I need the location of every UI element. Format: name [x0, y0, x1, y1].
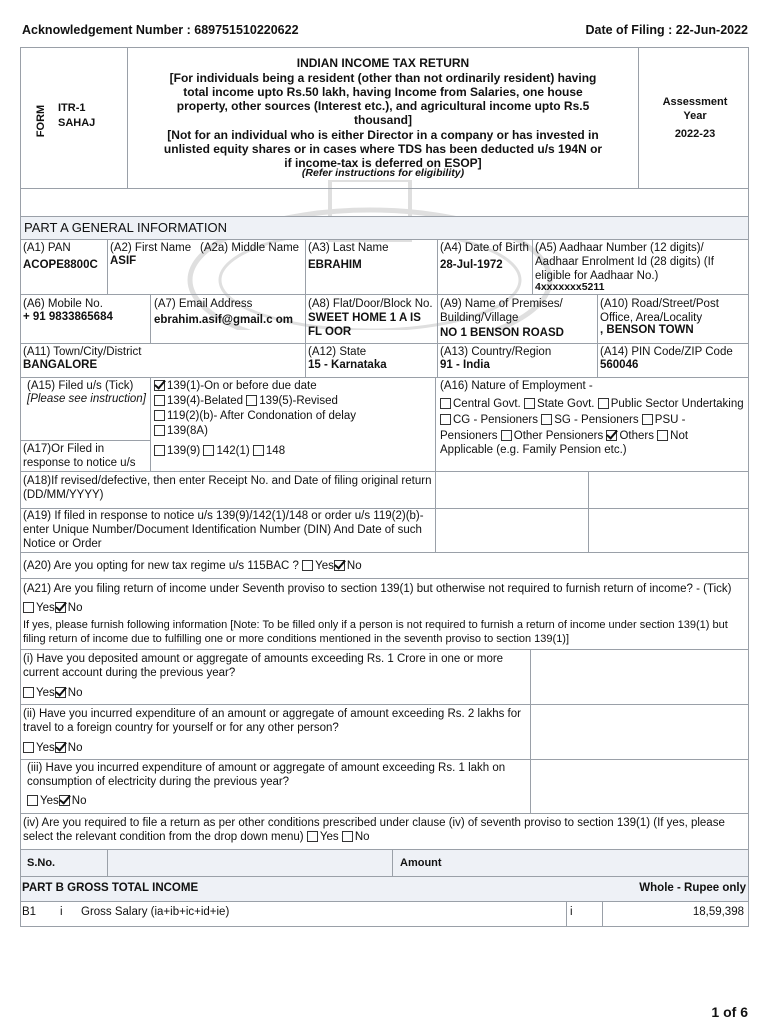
form-title: INDIAN INCOME TAX RETURN	[296, 56, 470, 70]
checkbox[interactable]	[23, 602, 34, 613]
acknowledgement-number: Acknowledgement Number : 689751510220622	[22, 23, 299, 37]
checkbox[interactable]	[642, 414, 653, 425]
page-number: 1 of 6	[711, 1004, 748, 1020]
checkbox-checked[interactable]	[606, 430, 617, 441]
a17-option-139-9[interactable]: 139(9)	[154, 445, 200, 457]
a15-option-139-1[interactable]: 139(1)-On or before due date	[154, 379, 317, 393]
a5-label: (A5) Aadhaar Number (12 digits)/ Aadhaar Enrolment Id (28 digits) (If eligible for Aadhaar No.)	[535, 242, 714, 282]
a21-if-yes-note: If yes, please furnish following information [Note: To be filled only if a person is not required to furnish a return of income under section 139(1) but filing return of income due to fulfilling one or more conditions mentioned in the seventh proviso to section 139(1)]	[23, 619, 728, 645]
part-b-title: PART B GROSS TOTAL INCOME	[22, 882, 199, 894]
form-label: FORM	[35, 104, 47, 138]
checkbox-checked[interactable]	[154, 380, 165, 391]
checkbox[interactable]	[598, 398, 609, 409]
a5-aadhaar-value: 4xxxxxxx5211	[535, 281, 605, 293]
assessment-year-value: 2022-23	[674, 128, 716, 140]
a4-dob-value: 28-Jul-1972	[440, 259, 503, 271]
a6-mobile-value: + 91 9833865684	[23, 311, 113, 323]
col-sno: S.No.	[27, 857, 56, 869]
b1-gross-salary-label: Gross Salary (ia+ib+ic+id+ie)	[81, 906, 230, 918]
a13-label: (A13) Country/Region	[440, 346, 552, 358]
a14-label: (A14) PIN Code/ZIP Code	[600, 346, 733, 358]
b1-gross-salary-value: 18,59,398	[692, 906, 744, 918]
checkbox[interactable]	[154, 445, 165, 456]
assessment-year-label: Assessment Year	[662, 96, 728, 122]
a11-label: (A11) Town/City/District	[23, 346, 142, 358]
checkbox[interactable]	[23, 742, 34, 753]
a7-label: (A7) Email Address	[154, 298, 253, 310]
checkbox-checked[interactable]	[59, 795, 70, 806]
checkbox[interactable]	[541, 414, 552, 425]
checkbox[interactable]	[203, 445, 214, 456]
a4-label: (A4) Date of Birth	[440, 242, 529, 254]
question-i: (i) Have you deposited amount or aggregate of amounts exceeding Rs. 1 Crore in one or more current account during the previous year?	[23, 653, 504, 679]
a3-label: (A3) Last Name	[308, 242, 389, 254]
checkbox[interactable]	[302, 560, 313, 571]
checkbox[interactable]	[253, 445, 264, 456]
a21-question: (A21) Are you filing return of income under Seventh proviso to section 139(1) but otherwise not required to furnish return of income? - (Tick)	[23, 583, 732, 595]
form-eligibility-desc: [For individuals being a resident (other than not ordinarily resident) having total income upto Rs.50 lakh, having Income from Salaries, one house property, other sources (Interest etc.), and agricultural income upto Rs.5 thousand]	[169, 71, 597, 127]
a2-first-name-value: ASIF	[110, 255, 137, 267]
a1-label: (A1) PAN	[23, 242, 71, 254]
a16-not-applicable-desc: Applicable (e.g. Family Pension etc.)	[440, 444, 627, 456]
col-amount: Amount	[400, 857, 442, 869]
checkbox[interactable]	[154, 425, 165, 436]
checkbox[interactable]	[440, 414, 451, 425]
checkbox[interactable]	[657, 430, 668, 441]
a10-label: (A10) Road/Street/Post Office, Area/Locality	[600, 298, 719, 324]
form-exclusion-desc: [Not for an individual who is either Director in a company or has invested in unlisted equity shares or in cases where TDS has been deducted u/s 194N or if income-tax is deferred on ESOP]	[163, 128, 603, 170]
b1-index-right: i	[570, 906, 573, 918]
form-name-itr1: ITR-1	[58, 102, 86, 114]
a15-label: (A15) Filed u/s (Tick)	[27, 380, 134, 392]
a18-label: (A18)If revised/defective, then enter Receipt No. and Date of filing original return (DD/MM/YYYY)	[23, 475, 432, 501]
a7-email-value: ebrahim.asif@gmail.c om	[154, 314, 294, 326]
question-ii: (ii) Have you incurred expenditure of an amount or aggregate of amount exceeding Rs. 2 lakhs for travel to a foreign country for yourself or for any other person?	[23, 708, 521, 734]
question-iii: (iii) Have you incurred expenditure of amount or aggregate of amount exceeding Rs. 1 lakh on consumption of electricity during the previous year?	[27, 762, 506, 788]
checkbox[interactable]	[440, 398, 451, 409]
a19-label: (A19) If filed in response to notice u/s 139(9)/142(1)/148 or order u/s 119(2)(b)- enter Unique Number/Document Identification Number (DIN) And Date of such Notice or Order	[23, 510, 424, 550]
a2a-label: (A2a) Middle Name	[200, 242, 300, 254]
question-iv: (iv) Are you required to file a return as per other conditions prescribed under clause (iv) of seventh proviso to section 139(1) (If yes, please select the relevant condition from the drop down menu) Yes No	[23, 817, 725, 843]
a15-option-139-5[interactable]: 139(5)-Revised	[246, 395, 338, 407]
a15-note: [Please see instruction]	[27, 393, 146, 405]
a9-label: (A9) Name of Premises/ Building/Village	[440, 298, 563, 324]
a9-premises-value: NO 1 BENSON ROASD	[440, 327, 564, 339]
a16-label: (A16) Nature of Employment -	[440, 380, 593, 392]
checkbox[interactable]	[501, 430, 512, 441]
a8-label: (A8) Flat/Door/Block No.	[308, 298, 433, 310]
refer-instructions: (Refer instructions for eligibility)	[301, 167, 465, 179]
a1-pan-value: ACOPE8800C	[23, 259, 98, 271]
a17-option-148[interactable]: 148	[253, 445, 285, 457]
a15-option-119-2-b[interactable]: 119(2)(b)- After Condonation of delay	[154, 409, 356, 423]
a15-option-139-4[interactable]: 139(4)-Belated	[154, 395, 243, 407]
a15-option-139-8a[interactable]: 139(8A)	[154, 424, 208, 438]
checkbox[interactable]	[154, 395, 165, 406]
checkbox-checked[interactable]	[55, 742, 66, 753]
b1-code: B1	[22, 906, 37, 918]
a12-label: (A12) State	[308, 346, 367, 358]
checkbox[interactable]	[524, 398, 535, 409]
part-a-title: PART A GENERAL INFORMATION	[24, 220, 227, 235]
form-name-sahaj: SAHAJ	[58, 117, 96, 129]
filing-date: Date of Filing : 22-Jun-2022	[585, 23, 748, 37]
a10-road-value: , BENSON TOWN	[600, 324, 694, 336]
a8-flat-value: SWEET HOME 1 A IS FL OOR	[308, 312, 421, 338]
a3-last-name-value: EBRAHIM	[308, 259, 362, 271]
checkbox-checked[interactable]	[55, 602, 66, 613]
checkbox[interactable]	[27, 795, 38, 806]
a13-country-value: 91 - India	[440, 359, 490, 371]
checkbox-checked[interactable]	[55, 687, 66, 698]
checkbox[interactable]	[307, 831, 318, 842]
a17-label: (A17)Or Filed in response to notice u/s	[23, 443, 136, 469]
part-b-unit: Whole - Rupee only	[639, 882, 746, 894]
a12-state-value: 15 - Karnataka	[308, 359, 387, 371]
checkbox[interactable]	[342, 831, 353, 842]
checkbox[interactable]	[246, 395, 257, 406]
checkbox-checked[interactable]	[334, 560, 345, 571]
checkbox[interactable]	[23, 687, 34, 698]
a17-option-142-1[interactable]: 142(1)	[203, 445, 249, 457]
a14-pin-value: 560046	[600, 359, 639, 371]
b1-index: i	[60, 906, 63, 918]
checkbox[interactable]	[154, 410, 165, 421]
a20-question: (A20) Are you opting for new tax regime u/s 115BAC ? Yes No	[23, 560, 362, 572]
a6-label: (A6) Mobile No.	[23, 298, 103, 310]
a2-label: (A2) First Name	[110, 242, 192, 254]
a11-town-value: BANGALORE	[23, 359, 98, 371]
